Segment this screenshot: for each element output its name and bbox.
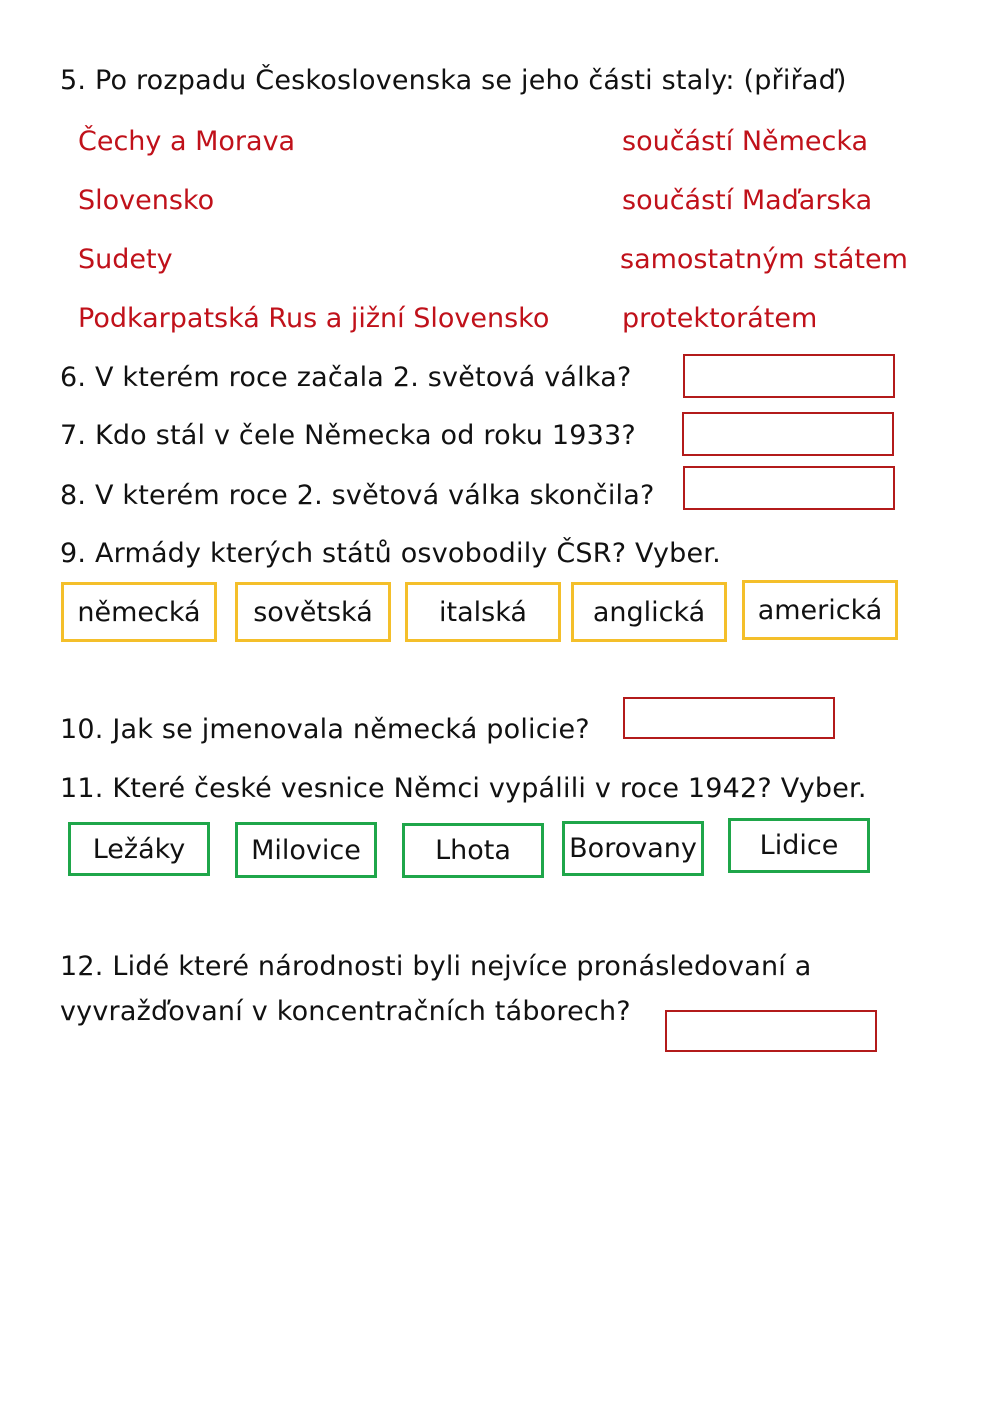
question-6: 6. V kterém roce začala 2. světová válka? — [60, 362, 632, 393]
match-right-2[interactable]: součástí Maďarska — [622, 185, 873, 216]
option-nemecka[interactable]: německá — [61, 582, 217, 642]
match-right-4[interactable]: protektorátem — [622, 303, 818, 334]
answer-box-12[interactable] — [665, 1010, 877, 1052]
question-12-line-1: 12. Lidé které národnosti byli nejvíce pronásledovaní a — [60, 951, 812, 982]
question-9: 9. Armády kterých států osvobodily ČSR? Vyber. — [60, 538, 721, 569]
answer-box-10[interactable] — [623, 697, 835, 739]
answer-box-6[interactable] — [683, 354, 895, 398]
option-americka[interactable]: americká — [742, 580, 898, 640]
option-italska[interactable]: italská — [405, 582, 561, 642]
option-lhota[interactable]: Lhota — [402, 823, 544, 878]
match-left-1[interactable]: Čechy a Morava — [78, 126, 296, 157]
match-right-1[interactable]: součástí Německa — [622, 126, 869, 157]
match-left-4[interactable]: Podkarpatská Rus a jižní Slovensko — [78, 303, 550, 334]
option-sovetska[interactable]: sovětská — [235, 582, 391, 642]
match-right-3[interactable]: samostatným státem — [620, 244, 908, 275]
question-11: 11. Které české vesnice Němci vypálili v roce 1942? Vyber. — [60, 773, 867, 804]
option-borovany[interactable]: Borovany — [562, 821, 704, 876]
question-10: 10. Jak se jmenovala německá policie? — [60, 714, 590, 745]
question-8: 8. V kterém roce 2. světová válka skončila? — [60, 480, 655, 511]
match-left-2[interactable]: Slovensko — [78, 185, 215, 216]
question-7: 7. Kdo stál v čele Německa od roku 1933? — [60, 420, 636, 451]
question-5: 5. Po rozpadu Československa se jeho části staly: (přiřaď) — [60, 65, 847, 96]
option-lezaky[interactable]: Ležáky — [68, 822, 210, 876]
match-left-3[interactable]: Sudety — [78, 244, 173, 275]
option-anglicka[interactable]: anglická — [571, 582, 727, 642]
question-12-line-2: vyvražďovaní v koncentračních táborech? — [60, 996, 631, 1027]
option-milovice[interactable]: Milovice — [235, 822, 377, 878]
answer-box-7[interactable] — [682, 412, 894, 456]
answer-box-8[interactable] — [683, 466, 895, 510]
option-lidice[interactable]: Lidice — [728, 818, 870, 873]
